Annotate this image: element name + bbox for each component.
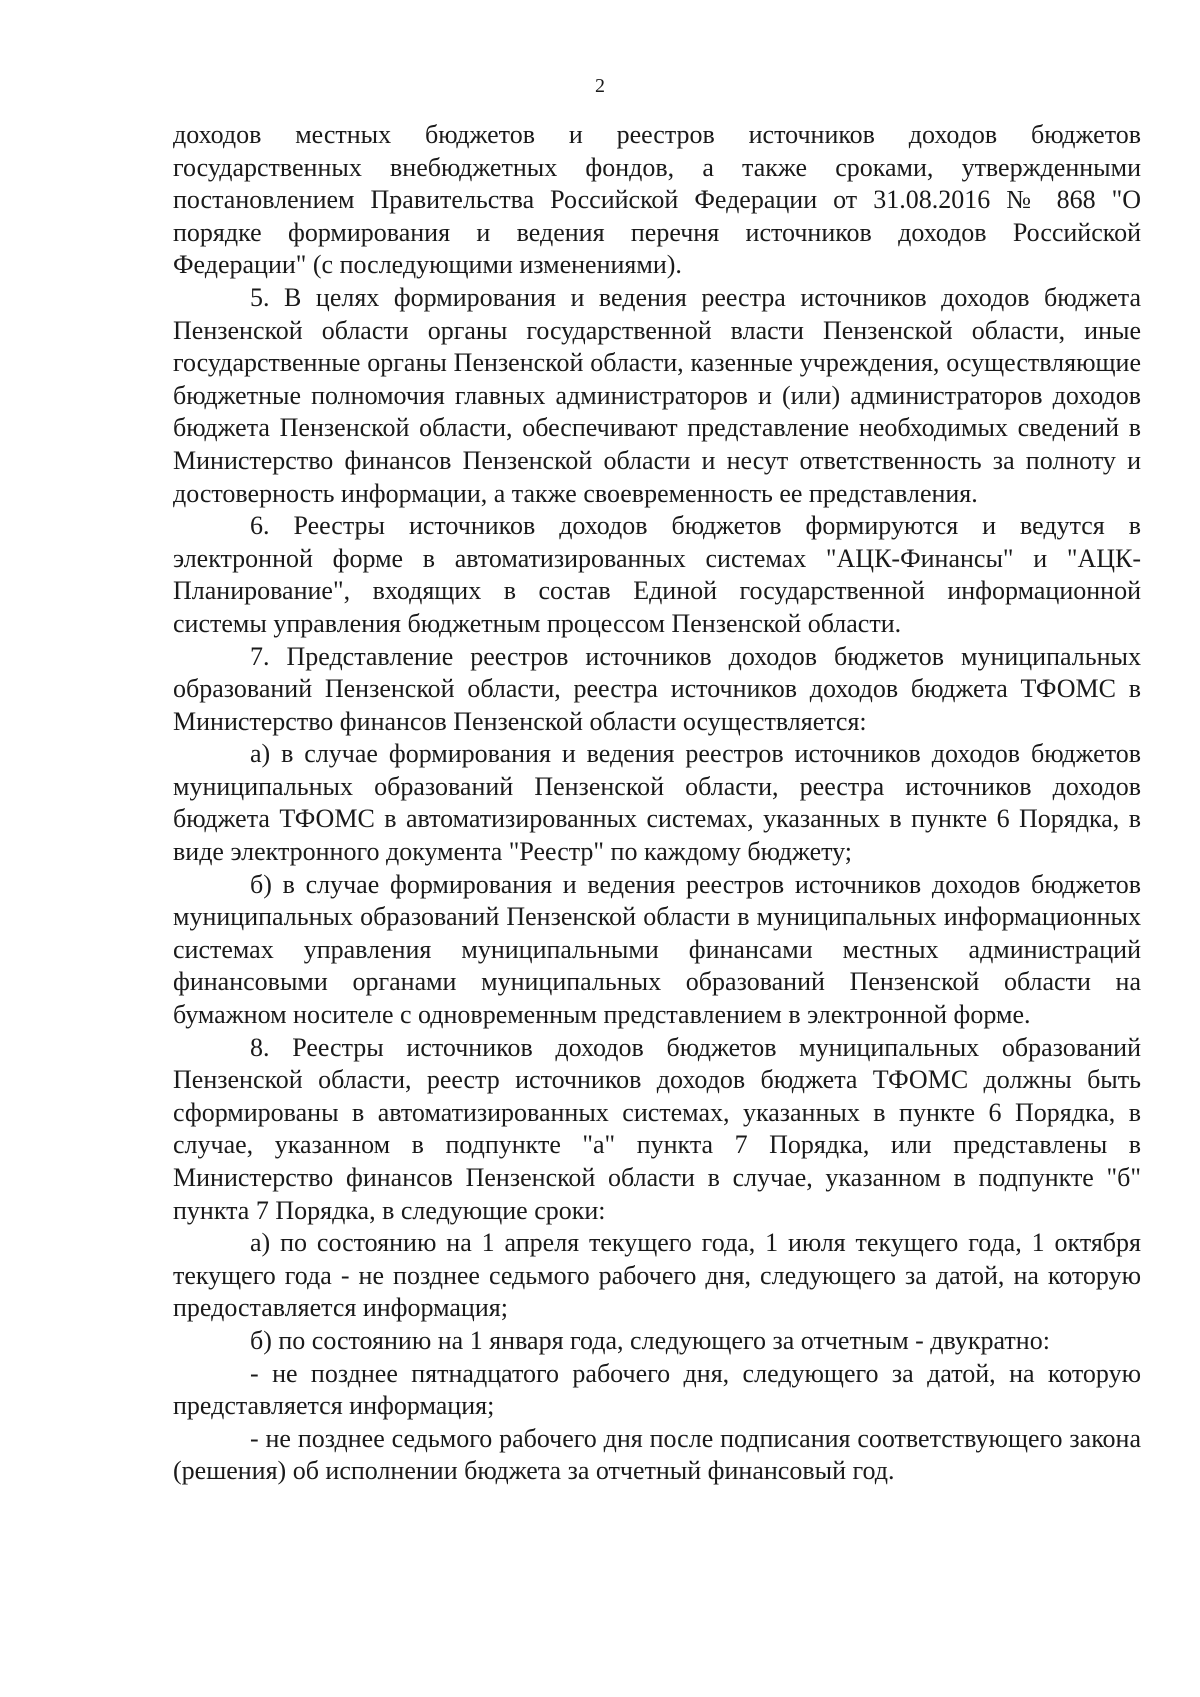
paragraph-7a: а) в случае формирования и ведения реестров источников доходов бюджетов муниципальных образований Пензенской области, реестра источников доходов бюджета ТФОМС в автоматизированных системах, указанных в пункте 6 Порядка, в виде электронного документа "Реестр" по каждому бюджету;: [173, 739, 1141, 867]
paragraph-7: 7. Представление реестров источников доходов бюджетов муниципальных образований Пензенской области, реестра источников доходов бюджета ТФОМС в Министерство финансов Пензенской области осуществляется:: [173, 641, 1141, 736]
paragraph-7b: б) в случае формирования и ведения реестров источников доходов бюджетов муниципальных образований Пензенской области в муниципальных информационных системах управления муниципальными финансами местных администраций финансовыми органами муниципальных образований Пензенской области на бумажном носителе с одновременным представлением в электронной форме.: [173, 869, 1141, 1030]
paragraph-continuation: доходов местных бюджетов и реестров источников доходов бюджетов государственных внебюджетных фондов, а также сроками, утвержденными постановлением Правительства Российской Федерации от 31.08.2016 № 868 "О порядке формирования и ведения перечня источников доходов Российской Федерации" (с последующими изменениями).: [173, 120, 1141, 280]
document-body: [173, 119, 1141, 1488]
paragraph-8b-item-2: - не позднее седьмого рабочего дня после подписания соответствующего закона (решения) об исполнении бюджета за отчетный финансовый год.: [173, 1423, 1141, 1486]
paragraph-6: 6. Реестры источников доходов бюджетов формируются и ведутся в электронной форме в автоматизированных системах "АЦК-Финансы" и "АЦК-Планирование", входящих в состав Единой государственной информационной системы управления бюджетным процессом Пензенской области.: [173, 511, 1141, 638]
page-number: 2: [595, 75, 605, 97]
paragraph-8b-item-1: - не позднее пятнадцатого рабочего дня, следующего за датой, на которую представляется информация;: [173, 1358, 1141, 1421]
paragraph-8a: а) по состоянию на 1 апреля текущего года, 1 июля текущего года, 1 октября текущего года - не позднее седьмого рабочего дня, следующего за датой, на которую предоставляется информация;: [173, 1228, 1141, 1323]
paragraph-8: 8. Реестры источников доходов бюджетов муниципальных образований Пензенской области, реестр источников доходов бюджета ТФОМС должны быть сформированы в автоматизированных системах, указанных в пункте 6 Порядка, в случае, указанном в подпункте "а" пункта 7 Порядка, или представлены в Министерство финансов Пензенской области в случае, указанном в подпункте "б" пункта 7 Порядка, в следующие сроки:: [173, 1032, 1141, 1225]
paragraph-8b: б) по состоянию на 1 января года, следующего за отчетным - двукратно:: [250, 1325, 1050, 1355]
paragraph-5: 5. В целях формирования и ведения реестра источников доходов бюджета Пензенской области органы государственной власти Пензенской области, иные государственные органы Пензенской области, казенные учреждения, осуществляющие бюджетные полномочия главных администраторов и (или) администраторов доходов бюджета Пензенской области, обеспечивают представление необходимых сведений в Министерство финансов Пензенской области и несут ответственность за полноту и достоверность информации, а также своевременность ее представления.: [173, 282, 1141, 508]
